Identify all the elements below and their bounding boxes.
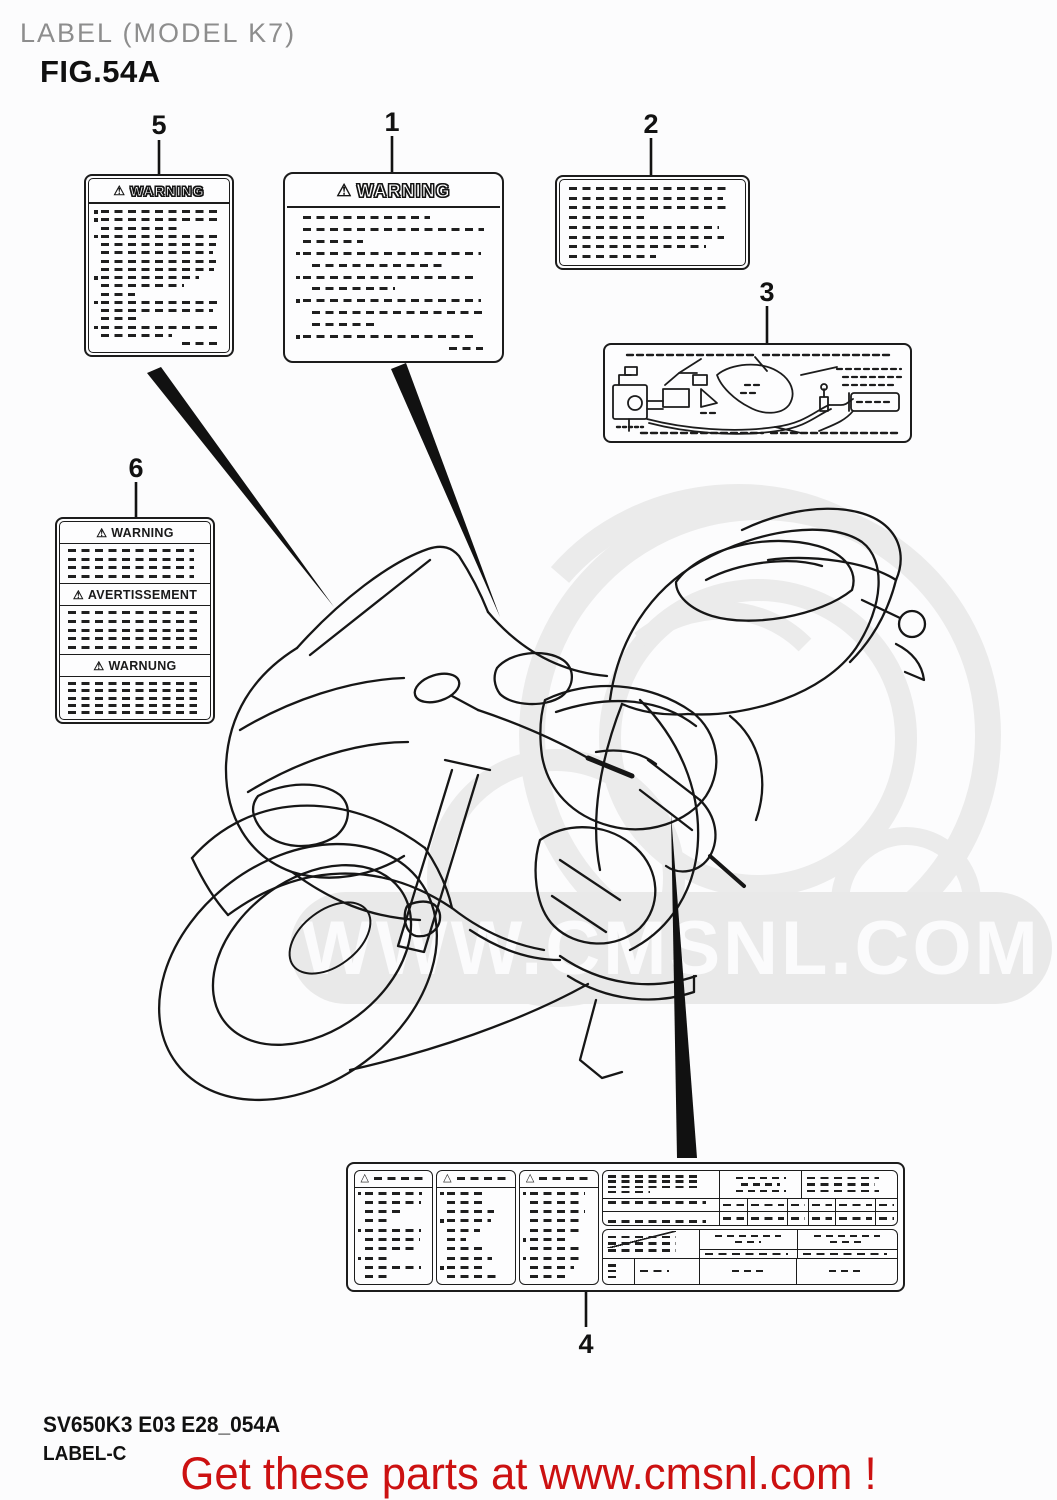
triangle-icon: △ xyxy=(525,1172,535,1184)
dash-row xyxy=(68,620,197,623)
dash-row xyxy=(365,1266,421,1269)
dash-row xyxy=(530,1229,583,1232)
dash-row xyxy=(68,682,197,685)
dash-row xyxy=(101,235,219,238)
dash-row xyxy=(101,326,218,329)
dash-row xyxy=(101,218,219,221)
warning-label-1-text xyxy=(287,208,500,359)
dash-row xyxy=(303,252,481,255)
dash-row xyxy=(101,301,217,304)
dash-row xyxy=(735,1241,761,1244)
dash-row xyxy=(715,1235,781,1238)
triangle-icon: △ xyxy=(360,1172,369,1184)
dash-row xyxy=(530,1210,585,1213)
windscreen xyxy=(297,547,488,648)
dash-row xyxy=(449,347,483,350)
label-6-warnung-text xyxy=(60,677,210,719)
dash-row xyxy=(68,549,194,552)
dash-row xyxy=(608,1175,702,1178)
dash-row xyxy=(365,1192,423,1195)
warning-label-5-text xyxy=(89,204,229,352)
dash-row xyxy=(705,1253,788,1256)
callout-2: 2 xyxy=(643,109,659,139)
dash-row xyxy=(365,1210,404,1213)
dash-row xyxy=(640,1270,670,1273)
dash-row xyxy=(530,1201,583,1204)
warning-icon: ⚠ xyxy=(72,587,84,602)
tire-info-label-4 xyxy=(346,1162,905,1292)
dash-row xyxy=(608,1242,677,1245)
dash-row xyxy=(68,704,197,707)
dash-row xyxy=(447,1192,485,1195)
dash-row xyxy=(101,227,182,230)
callout-4: 4 xyxy=(578,1329,594,1359)
dash-row xyxy=(569,216,644,219)
dash-row xyxy=(447,1247,483,1250)
dash-row xyxy=(365,1275,390,1278)
label-6-avertissement-text xyxy=(60,606,210,654)
dash-row xyxy=(101,317,140,320)
dash-row xyxy=(447,1238,466,1241)
dash-row xyxy=(569,206,728,209)
page-title: LABEL (MODEL K7) xyxy=(20,18,297,48)
warning-icon: ⚠ xyxy=(93,658,105,673)
dash-row xyxy=(814,1235,880,1238)
dash-row xyxy=(68,629,197,632)
dash-row xyxy=(365,1229,421,1232)
dash-row xyxy=(365,1257,393,1260)
dash-row xyxy=(807,1190,878,1193)
dash-row xyxy=(569,197,723,200)
callout-5: 5 xyxy=(151,110,167,140)
dash-row xyxy=(101,251,213,254)
dash-row xyxy=(312,323,374,326)
label-4-table-top xyxy=(602,1170,898,1226)
warning-icon: ⚠ xyxy=(336,181,352,200)
dash-row xyxy=(736,1177,786,1180)
dash-row xyxy=(732,1270,762,1273)
dash-row xyxy=(365,1219,389,1222)
dash-row xyxy=(530,1192,585,1195)
dash-row xyxy=(68,566,194,569)
dash-row xyxy=(365,1238,420,1241)
sheet-code: LABEL-C xyxy=(43,1443,127,1465)
tank-outline xyxy=(717,365,793,413)
warning-label-5-title: WARNING xyxy=(129,182,205,199)
dash-row xyxy=(68,646,197,649)
dash-row xyxy=(803,1253,887,1256)
label-4-panel-3 xyxy=(519,1170,599,1285)
label-4-table-bottom xyxy=(602,1229,898,1285)
dash-row xyxy=(303,216,430,219)
callout-3: 3 xyxy=(759,277,775,307)
label-6-warning-text xyxy=(60,544,210,583)
label-6-avertissement-title: AVERTISSEMENT xyxy=(87,587,198,602)
dash-row xyxy=(101,334,172,337)
watermark-text: WWW.CMSNL.COM xyxy=(301,906,1041,991)
warning-label-6 xyxy=(55,517,215,724)
dash-row xyxy=(182,342,219,345)
dash-row xyxy=(68,558,194,561)
dash-row xyxy=(303,335,477,338)
dash-row xyxy=(608,1186,702,1189)
dash-row xyxy=(101,276,199,279)
dash-row xyxy=(530,1238,568,1241)
warning-label-1 xyxy=(283,172,504,363)
warning-label-1-title: WARNING xyxy=(356,180,451,201)
dash-row xyxy=(312,287,394,290)
dash-row xyxy=(447,1201,481,1204)
callout-6: 6 xyxy=(128,453,144,483)
dash-row xyxy=(608,1264,620,1267)
dash-row xyxy=(829,1270,865,1273)
dash-row xyxy=(447,1275,496,1278)
label-6-warning-title: WARNING xyxy=(111,525,174,540)
dash-row xyxy=(736,1190,786,1193)
dash-row xyxy=(530,1247,581,1250)
dash-row xyxy=(569,245,706,248)
dash-row xyxy=(312,264,443,267)
dash-row xyxy=(608,1249,677,1252)
info-label-2-text xyxy=(560,180,745,265)
dash-row xyxy=(68,697,197,700)
dash-row xyxy=(608,1270,620,1273)
dash-row xyxy=(303,299,481,302)
dash-row xyxy=(569,187,728,190)
dash-row xyxy=(68,711,197,714)
dash-row xyxy=(447,1219,491,1222)
routing-label-3 xyxy=(603,343,912,443)
dash-row xyxy=(101,243,216,246)
dash-row xyxy=(303,240,363,243)
triangle-icon: △ xyxy=(443,1172,452,1184)
dash-row xyxy=(101,293,135,296)
warning-icon: ⚠ xyxy=(96,525,108,540)
dash-row xyxy=(569,236,724,239)
dash-row xyxy=(447,1266,485,1269)
dash-row xyxy=(303,228,484,231)
label-6-warnung-title: WARNUNG xyxy=(108,658,177,673)
dash-row xyxy=(101,309,213,312)
dash-row xyxy=(447,1229,480,1232)
dash-row xyxy=(807,1183,874,1186)
dash-row xyxy=(312,311,484,314)
dash-row xyxy=(68,637,197,640)
turn-signal xyxy=(899,611,925,637)
dash-row xyxy=(365,1201,421,1204)
dash-row xyxy=(68,575,194,578)
left-mirror xyxy=(411,669,463,708)
promo-link[interactable]: Get these parts at www.cmsnl.com ! xyxy=(180,1448,877,1499)
dash-row xyxy=(530,1275,569,1278)
routing-diagram xyxy=(605,345,910,441)
dash-row xyxy=(569,226,719,229)
front-fender xyxy=(192,806,425,858)
dash-row xyxy=(447,1210,494,1213)
dash-row xyxy=(68,689,197,692)
dash-row xyxy=(608,1191,651,1194)
dash-row xyxy=(530,1266,574,1269)
warning-icon: ⚠ xyxy=(113,182,125,198)
dash-row xyxy=(608,1180,702,1183)
dash-row xyxy=(365,1247,418,1250)
dash-row xyxy=(68,611,197,614)
dash-row xyxy=(807,1177,878,1180)
warning-label-5 xyxy=(84,174,234,357)
dash-row xyxy=(530,1219,584,1222)
dash-row xyxy=(447,1257,492,1260)
label-4-panel-2 xyxy=(436,1170,516,1285)
front-fairing xyxy=(226,648,404,878)
dash-row xyxy=(530,1257,579,1260)
info-label-2 xyxy=(555,175,750,270)
model-code: SV650K3 E03 E28_054A xyxy=(43,1412,281,1437)
dash-row xyxy=(101,210,218,213)
dash-row xyxy=(101,268,214,271)
label-4-panel-1 xyxy=(354,1170,434,1285)
dash-row xyxy=(101,260,216,263)
dash-row xyxy=(608,1276,620,1279)
dash-row xyxy=(741,1183,780,1186)
figure-number: FIG.54A xyxy=(40,54,161,89)
dash-row xyxy=(830,1241,865,1244)
dash-row xyxy=(303,276,477,279)
dash-row xyxy=(101,284,184,287)
dash-row xyxy=(569,255,656,258)
dash-row xyxy=(608,1236,677,1239)
callout-1: 1 xyxy=(384,107,400,137)
